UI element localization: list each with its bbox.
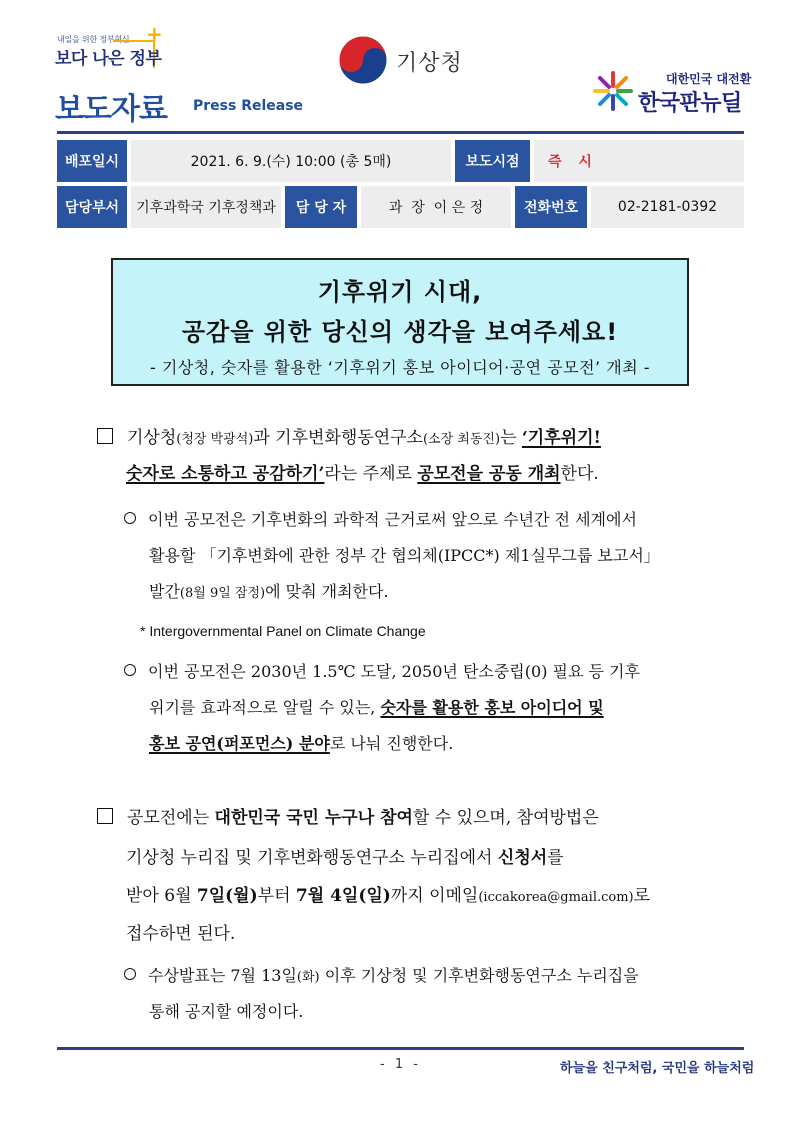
circle-bullet-icon <box>124 968 136 980</box>
text: 과 기후변화행동연구소 <box>253 428 423 448</box>
gov-innovation-tagline: 내일을 위한 정부혁신 <box>57 35 130 44</box>
sub-bullet-2-line-2 <box>149 695 604 718</box>
footer-slogan: 하늘을 친구처럼, 국민을 하늘처럼 <box>560 1061 755 1076</box>
release-info-row-1 <box>57 140 744 182</box>
text: 수상발표는 7월 13일 <box>148 966 297 985</box>
sub-bullet-1-line-3 <box>149 579 389 602</box>
paragraph-1-line-2 <box>126 459 599 484</box>
text: 는 <box>500 428 522 448</box>
paragraph-2-line-2 <box>126 843 564 868</box>
department-label: 담당부서 <box>57 186 127 228</box>
text: 발간 <box>149 582 180 601</box>
text: 이후 기상청 및 기후변화행동연구소 누리집을 <box>319 966 639 985</box>
text-underlined: 숫자를 활용한 홍보 아이디어 및 <box>380 698 604 717</box>
sub-bullet-1-line-2: 활용할 「기후변화에 관한 정부 간 협의체(IPCC*) 제1실무그룹 보고서」 <box>149 546 660 565</box>
release-date-value: 2021. 6. 9.(수) 10:00 (총 5매) <box>131 140 451 182</box>
text: 이번 공모전은 기후변화의 과학적 근거로써 앞으로 수년간 전 세계에서 <box>148 510 637 529</box>
headline-box <box>111 258 689 386</box>
page-number: - 1 - <box>380 1057 421 1072</box>
sub-bullet-2-line-1 <box>124 659 640 682</box>
text: 로 나눠 진행한다. <box>329 734 454 753</box>
text-bold: 대한민국 국민 누구나 참여 <box>214 808 413 828</box>
text-underlined: 공모전을 공동 개최 <box>417 464 561 484</box>
new-deal-star-icon <box>592 70 634 112</box>
paragraph-1-line-1 <box>97 423 601 448</box>
circle-bullet-icon <box>124 512 136 524</box>
text: 받아 6월 <box>126 886 197 906</box>
text-underlined: 홍보 공연(퍼포먼스) 분야 <box>149 734 330 753</box>
gov-logo-text: 보다 나은 정부 <box>55 49 162 69</box>
paragraph-2-line-1 <box>97 803 599 828</box>
headline-subtitle: - 기상청, 숫자를 활용한 ‘기후위기 홍보 아이디어·공연 공모전’ 개최 - <box>149 358 651 377</box>
text: 부터 <box>257 886 296 906</box>
email-address: (iccakorea@gmail.com) <box>478 890 634 905</box>
square-bullet-icon <box>97 808 113 824</box>
text-underlined: 숫자로 소통하고 공감하기’ <box>126 464 325 484</box>
text: 공모전에는 <box>127 808 215 828</box>
department-value: 기후과학국 기후정책과 <box>131 186 281 228</box>
square-bullet-icon <box>97 428 113 444</box>
phone-label: 전화번호 <box>515 186 587 228</box>
text-small: (화) <box>296 970 320 985</box>
text-small: (소장 최동진) <box>422 432 501 447</box>
press-release-title: 보도자료 <box>55 92 167 127</box>
text: 한다. <box>560 464 599 484</box>
text: 라는 주제로 <box>324 464 418 484</box>
paragraph-2-line-3 <box>126 881 650 906</box>
text: 까지 이메일 <box>390 886 479 906</box>
kma-emblem-icon <box>337 34 389 86</box>
embargo-label: 보도시점 <box>455 140 530 182</box>
header-divider <box>57 131 744 134</box>
text: 기상청 <box>127 428 177 448</box>
headline-line-2: 공감을 위한 당신의 생각을 보여주세요! <box>181 318 619 346</box>
paragraph-2-line-4: 접수하면 된다. <box>126 924 236 944</box>
text: 위기를 효과적으로 알릴 수 있는, <box>149 698 381 717</box>
headline-line-1: 기후위기 시대, <box>317 278 483 306</box>
phone-value: 02-2181-0392 <box>591 186 744 228</box>
sub-bullet-1-line-1 <box>124 507 637 530</box>
text: 를 <box>547 848 564 868</box>
contact-value: 과 장 이 은 정 <box>361 186 511 228</box>
release-date-label: 배포일시 <box>57 140 127 182</box>
footnote: * Intergovernmental Panel on Climate Change <box>140 623 426 639</box>
footer-divider <box>57 1047 744 1050</box>
text: 로 <box>633 886 651 906</box>
sub-bullet-2-line-3 <box>149 731 453 754</box>
release-info-row-2 <box>57 186 744 228</box>
new-deal-title: 한국판뉴딜 <box>638 91 742 116</box>
plus-icon: + <box>146 22 163 46</box>
new-deal-tagline: 대한민국 대전환 <box>666 72 752 86</box>
sub-bullet-3-line-1 <box>124 963 639 986</box>
text-bold: 신청서 <box>497 848 548 868</box>
sub-bullet-3-line-2: 통해 공지할 예정이다. <box>149 1002 304 1021</box>
text: 기상청 누리집 및 기후변화행동연구소 누리집에서 <box>126 848 498 868</box>
text-underlined: ‘기후위기! <box>521 428 601 448</box>
text-bold: 7일(월) <box>196 886 258 906</box>
text-bold: 7월 4일(일) <box>295 886 391 906</box>
press-release-subtitle: Press Release <box>193 98 304 114</box>
text: 할 수 있으며, 참여방법은 <box>412 808 599 828</box>
circle-bullet-icon <box>124 664 136 676</box>
contact-label: 담 당 자 <box>285 186 357 228</box>
text-small: (8월 9일 잠정) <box>179 586 266 601</box>
text: 에 맞춰 개최한다. <box>265 582 389 601</box>
text: 이번 공모전은 2030년 1.5℃ 도달, 2050년 탄소중립(0) 필요 등 기후 <box>148 662 640 681</box>
embargo-value: 즉 시 <box>534 140 744 182</box>
agency-name: 기상청 <box>396 51 463 76</box>
text-small: (청장 박광석) <box>176 432 254 447</box>
